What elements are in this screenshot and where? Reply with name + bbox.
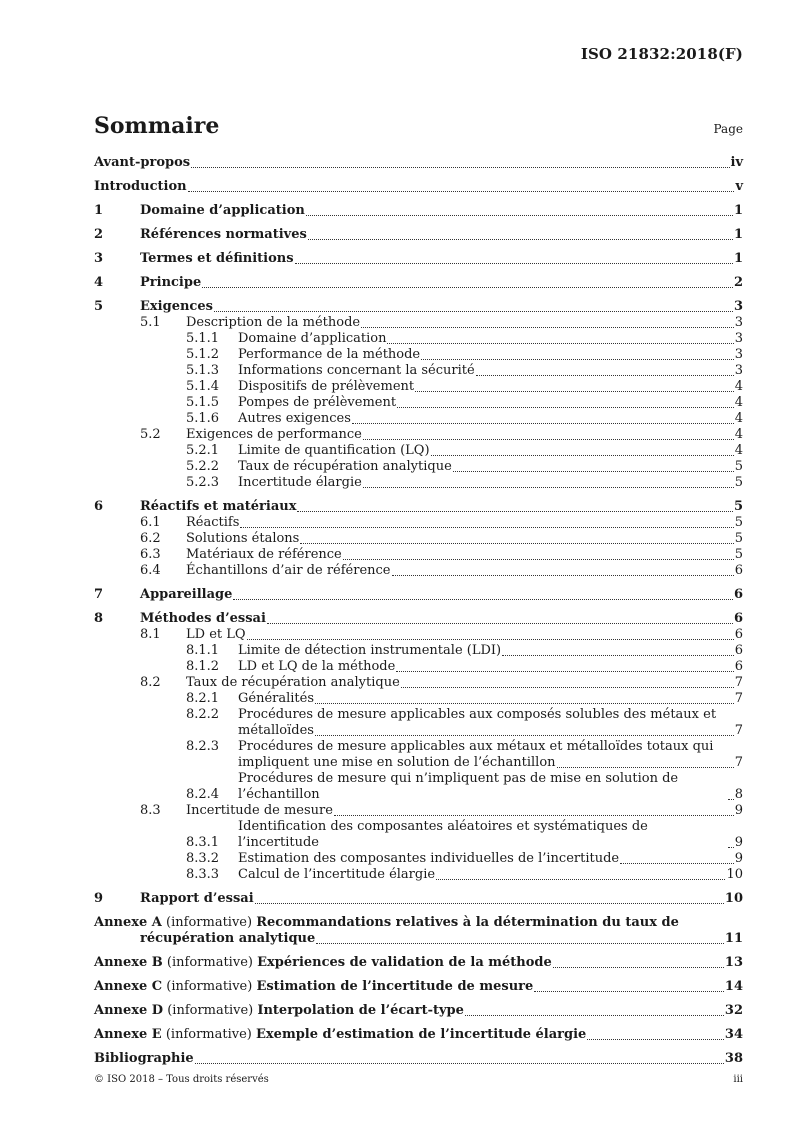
toc-title: Sommaire — [94, 113, 220, 139]
annex-title: Exemple d’estimation de l’incertitude élargie — [256, 1027, 587, 1042]
toc-entry[interactable] — [94, 739, 743, 771]
toc-entry[interactable] — [94, 707, 743, 739]
toc-entry[interactable] — [94, 675, 743, 691]
dot-leader — [300, 543, 733, 544]
toc-entry[interactable] — [94, 1027, 743, 1043]
toc-entry[interactable] — [94, 979, 743, 995]
toc-entry-title: Principe — [140, 275, 202, 290]
toc-entry-title-continued: métalloïdes — [238, 723, 314, 738]
dot-leader — [728, 799, 734, 800]
toc-entry[interactable] — [94, 771, 743, 803]
footer-copyright: © ISO 2018 – Tous droits réservés — [94, 1074, 269, 1085]
toc-entry-title: Informations concernant la sécurité — [238, 363, 475, 378]
toc-entry-page: 2 — [733, 275, 743, 290]
toc-entry-number: 6 — [94, 499, 104, 514]
dot-leader — [195, 1063, 724, 1064]
footer-page-number: iii — [733, 1074, 743, 1085]
dot-leader — [343, 559, 734, 560]
toc-entry-title-continued: récupération analytique — [140, 931, 316, 946]
toc-entry[interactable] — [94, 643, 743, 659]
annex-label: Annexe B — [94, 955, 163, 970]
toc-entry-number: 6.1 — [140, 515, 161, 530]
toc-entry[interactable] — [94, 803, 743, 819]
dot-leader — [306, 215, 733, 216]
toc-entry[interactable] — [94, 395, 743, 411]
toc-entry[interactable] — [94, 955, 743, 971]
dot-leader — [297, 511, 732, 512]
toc-annex-title — [94, 1003, 464, 1019]
toc-annex-title — [94, 1027, 586, 1043]
dot-leader — [308, 239, 733, 240]
annex-type: (informative) — [162, 955, 258, 970]
toc-entry-number: 1 — [94, 203, 104, 218]
dot-leader — [334, 815, 734, 816]
toc-entry-page: 32 — [724, 1003, 743, 1018]
toc-entry-title: Domaine d’application — [238, 331, 387, 346]
toc-annex-title — [94, 955, 552, 971]
toc-entry-page: 9 — [734, 851, 743, 866]
page-column-label: Page — [713, 122, 743, 136]
toc-entry[interactable] — [94, 347, 743, 363]
toc-entry-number: 9 — [94, 891, 104, 906]
toc-entry-title: Bibliographie — [94, 1051, 194, 1066]
toc-entry-number: 5.2 — [140, 427, 161, 442]
toc-entry-title: Incertitude élargie — [238, 475, 362, 490]
dot-leader — [476, 375, 734, 376]
toc-entry-page: 9 — [734, 835, 743, 850]
toc-entry-title: Dispositifs de prélèvement — [238, 379, 415, 394]
toc-entry-number: 2 — [94, 227, 104, 242]
toc-entry[interactable] — [94, 627, 743, 643]
toc-entry[interactable] — [94, 475, 743, 491]
dot-leader — [534, 991, 724, 992]
toc-entry-title: Solutions étalons — [186, 531, 300, 546]
toc-entry-title: Limite de quantification (LQ) — [238, 443, 430, 458]
annex-type: (informative) — [161, 1027, 257, 1042]
annex-label: Annexe E — [94, 1027, 162, 1042]
dot-leader — [255, 903, 724, 904]
toc-entry-title: Matériaux de référence — [186, 547, 342, 562]
toc-entry[interactable] — [94, 867, 743, 883]
toc-entry[interactable] — [94, 563, 743, 579]
toc-entry[interactable] — [94, 611, 743, 627]
toc-entry-title: LD et LQ de la méthode — [238, 659, 396, 674]
toc-entry-page: 4 — [734, 411, 743, 426]
dot-leader — [240, 527, 733, 528]
toc-entry-number: 6.2 — [140, 531, 161, 546]
toc-entry-number: 8.3.3 — [186, 867, 220, 882]
toc-entry-page: 5 — [734, 459, 743, 474]
toc-entry-page: 3 — [734, 315, 743, 330]
annex-label: Annexe A — [94, 915, 162, 930]
toc-annex-title — [94, 979, 533, 995]
toc-annex-title — [94, 915, 679, 931]
toc-entry-title: Autres exigences — [238, 411, 351, 426]
toc-entry-page: 1 — [733, 251, 743, 266]
toc-entry-title: Limite de détection instrumentale (LDI) — [238, 643, 502, 658]
toc-entry-number: 5 — [94, 299, 104, 314]
toc-entry-title: Procédures de mesure applicables aux composés solubles des métaux et — [238, 707, 717, 722]
toc-entry-page: 7 — [734, 691, 743, 706]
toc-entry[interactable] — [94, 851, 743, 867]
toc-title-row — [94, 113, 743, 139]
dot-leader — [557, 767, 734, 768]
toc-entry-number: 5.1.4 — [186, 379, 220, 394]
dot-leader — [436, 879, 725, 880]
toc-entry-title: Références normatives — [140, 227, 307, 242]
toc-entry[interactable] — [94, 515, 743, 531]
toc-entry-page: 5 — [734, 475, 743, 490]
toc-entry-number: 5.1.6 — [186, 411, 220, 426]
toc-entry-title: Échantillons d’air de référence — [186, 563, 391, 578]
dot-leader — [401, 687, 734, 688]
toc-entry-number: 3 — [94, 251, 104, 266]
toc-entry-number: 8.2.3 — [186, 739, 220, 754]
toc-entry[interactable] — [94, 427, 743, 443]
toc-entry[interactable] — [94, 227, 743, 243]
toc-entry[interactable] — [94, 459, 743, 475]
toc-entry-title: Pompes de prélèvement — [238, 395, 397, 410]
toc-entry[interactable] — [94, 155, 743, 171]
dot-leader — [191, 167, 729, 168]
toc-entry-page: 6 — [734, 627, 743, 642]
toc-entry-number: 5.1.2 — [186, 347, 220, 362]
dot-leader — [363, 487, 734, 488]
toc-entry-number: 8.1 — [140, 627, 161, 642]
toc-entry-number: 8 — [94, 611, 104, 626]
toc-entry[interactable] — [94, 891, 743, 907]
toc-entry-page: 4 — [734, 395, 743, 410]
toc-entry-title: Méthodes d’essai — [140, 611, 266, 626]
toc-entry-page: 1 — [733, 203, 743, 218]
toc-entry-page: 7 — [734, 723, 743, 738]
toc-entry-number: 8.2.2 — [186, 707, 220, 722]
dot-leader — [316, 943, 724, 944]
toc-entry-number: 8.1.2 — [186, 659, 220, 674]
toc-entry[interactable] — [94, 499, 743, 515]
toc-entry-page: 5 — [734, 547, 743, 562]
toc-entry-number: 7 — [94, 587, 104, 602]
toc-entry-page: 34 — [724, 1027, 743, 1042]
toc-entry-title: Termes et définitions — [140, 251, 294, 266]
toc-entry-title: Généralités — [238, 691, 315, 706]
toc-entry[interactable] — [94, 1003, 743, 1019]
toc-entry-title: Exigences de performance — [186, 427, 362, 442]
dot-leader — [587, 1039, 724, 1040]
annex-title: Recommandations relatives à la détermination du taux de — [256, 915, 679, 930]
toc-entry-title: Appareillage — [140, 587, 233, 602]
toc-entry-page: 10 — [724, 891, 743, 906]
toc-entry-page: 4 — [734, 427, 743, 442]
toc-entry-page: 7 — [734, 675, 743, 690]
toc-entry-title: Identification des composantes aléatoires et systématiques de l’incertitude — [238, 819, 648, 850]
dot-leader — [421, 359, 734, 360]
toc-entry-number: 6.4 — [140, 563, 161, 578]
toc-entry-title: Taux de récupération analytique — [238, 459, 452, 474]
toc-entry-page: 6 — [734, 563, 743, 578]
toc-entry-title: Procédures de mesure qui n’impliquent pas de mise en solution de l’échantillon — [238, 771, 679, 802]
toc-entry-page: 6 — [734, 643, 743, 658]
annex-label: Annexe C — [94, 979, 163, 994]
dot-leader — [267, 623, 733, 624]
toc-entry[interactable] — [94, 819, 743, 851]
document-id: ISO 21832:2018(F) — [580, 45, 743, 63]
annex-title: Estimation de l’incertitude de mesure — [256, 979, 534, 994]
toc-entry-number: 4 — [94, 275, 104, 290]
toc-entry-page: 8 — [734, 787, 743, 802]
dot-leader — [620, 863, 734, 864]
toc-entry-page: 5 — [734, 515, 743, 530]
toc-entry-page: 14 — [724, 979, 743, 994]
toc-entry-number: 6.3 — [140, 547, 161, 562]
annex-title: Interpolation de l’écart-type — [257, 1003, 464, 1018]
toc-entry[interactable] — [94, 443, 743, 459]
dot-leader — [387, 343, 733, 344]
toc-entry[interactable] — [94, 547, 743, 563]
toc-entry-page: 9 — [734, 803, 743, 818]
toc-entry-number: 5.1.1 — [186, 331, 220, 346]
toc-entry-number: 5.2.2 — [186, 459, 220, 474]
toc-entry-number: 5.1 — [140, 315, 161, 330]
dot-leader — [415, 391, 734, 392]
toc-entry-title: Exigences — [140, 299, 213, 314]
toc-entry[interactable] — [94, 299, 743, 315]
annex-type: (informative) — [161, 915, 257, 930]
toc-entry-page: 5 — [733, 499, 743, 514]
toc-entry[interactable] — [94, 691, 743, 707]
toc-entry-page: 10 — [726, 867, 743, 882]
toc-entry-page: 3 — [734, 363, 743, 378]
toc-entry-title: Description de la méthode — [186, 315, 361, 330]
toc-entry-page: 4 — [734, 379, 743, 394]
toc-entry-title: Domaine d’application — [140, 203, 305, 218]
toc-entry-page: 6 — [733, 611, 743, 626]
toc-entry-number: 8.3.2 — [186, 851, 220, 866]
dot-leader — [502, 655, 734, 656]
toc-entry[interactable] — [94, 203, 743, 219]
dot-leader — [188, 191, 735, 192]
toc-entry[interactable] — [94, 915, 743, 947]
annex-type: (informative) — [162, 979, 257, 994]
toc-entry[interactable] — [94, 363, 743, 379]
toc-entry-title: Taux de récupération analytique — [186, 675, 400, 690]
toc-entry-number: 5.2.3 — [186, 475, 220, 490]
toc-entry-number: 8.2 — [140, 675, 161, 690]
toc-entry-page: 38 — [724, 1051, 743, 1066]
annex-label: Annexe D — [94, 1003, 164, 1018]
toc-entry[interactable] — [94, 411, 743, 427]
toc-entry-title: Réactifs et matériaux — [140, 499, 297, 514]
annex-type: (informative) — [163, 1003, 258, 1018]
dot-leader — [233, 599, 733, 600]
toc-entry-title: Introduction — [94, 179, 187, 194]
toc-entry-title: Performance de la méthode — [238, 347, 421, 362]
dot-leader — [465, 1015, 724, 1016]
dot-leader — [453, 471, 734, 472]
toc-entry-number: 5.1.5 — [186, 395, 220, 410]
toc-entry-page: 13 — [724, 955, 743, 970]
toc-entry[interactable] — [94, 1051, 743, 1067]
toc-entry[interactable] — [94, 275, 743, 291]
toc-entry-page: 4 — [734, 443, 743, 458]
table-of-contents — [94, 155, 743, 1067]
toc-entry-page: 3 — [733, 299, 743, 314]
toc-entry-title: Réactifs — [186, 515, 240, 530]
dot-leader — [361, 327, 734, 328]
toc-entry-title: Avant-propos — [94, 155, 191, 170]
toc-entry-page: v — [735, 179, 743, 194]
dot-leader — [315, 703, 734, 704]
dot-leader — [396, 671, 733, 672]
dot-leader — [352, 423, 734, 424]
toc-entry-page: 3 — [734, 347, 743, 362]
toc-entry-title: Estimation des composantes individuelles de l’incertitude — [238, 851, 620, 866]
dot-leader — [728, 847, 734, 848]
toc-entry[interactable] — [94, 331, 743, 347]
dot-leader — [295, 263, 733, 264]
toc-entry-page: iv — [730, 155, 743, 170]
dot-leader — [363, 439, 734, 440]
toc-entry-page: 3 — [734, 331, 743, 346]
toc-entry[interactable] — [94, 251, 743, 267]
toc-entry-number: 8.3.1 — [186, 835, 220, 850]
dot-leader — [214, 311, 733, 312]
toc-entry[interactable] — [94, 315, 743, 331]
toc-entry-title: Procédures de mesure applicables aux métaux et métalloïdes totaux qui — [238, 739, 714, 754]
toc-entry-number: 8.2.1 — [186, 691, 220, 706]
toc-entry-title-continued: impliquent une mise en solution de l’échantillon — [238, 755, 556, 770]
dot-leader — [553, 967, 724, 968]
toc-entry-number: 8.1.1 — [186, 643, 220, 658]
dot-leader — [392, 575, 734, 576]
dot-leader — [431, 455, 734, 456]
toc-entry-title: Calcul de l’incertitude élargie — [238, 867, 436, 882]
toc-entry-number: 8.2.4 — [186, 787, 220, 802]
annex-title: Expériences de validation de la méthode — [257, 955, 552, 970]
toc-entry[interactable] — [94, 587, 743, 603]
toc-entry[interactable] — [94, 379, 743, 395]
toc-entry-page: 5 — [734, 531, 743, 546]
toc-entry[interactable] — [94, 179, 743, 195]
toc-entry-page: 6 — [734, 659, 743, 674]
toc-entry-title: Incertitude de mesure — [186, 803, 333, 818]
toc-entry-title: LD et LQ — [186, 627, 246, 642]
dot-leader — [202, 287, 733, 288]
toc-entry-page: 11 — [724, 931, 743, 946]
toc-entry[interactable] — [94, 531, 743, 547]
toc-entry-title: Rapport d’essai — [140, 891, 254, 906]
toc-entry-page: 6 — [733, 587, 743, 602]
dot-leader — [397, 407, 734, 408]
dot-leader — [315, 735, 734, 736]
toc-entry-number: 8.3 — [140, 803, 161, 818]
toc-entry-page: 1 — [733, 227, 743, 242]
toc-entry[interactable] — [94, 659, 743, 675]
toc-entry-page: 7 — [734, 755, 743, 770]
dot-leader — [247, 639, 734, 640]
toc-entry-number: 5.2.1 — [186, 443, 220, 458]
toc-entry-number: 5.1.3 — [186, 363, 220, 378]
